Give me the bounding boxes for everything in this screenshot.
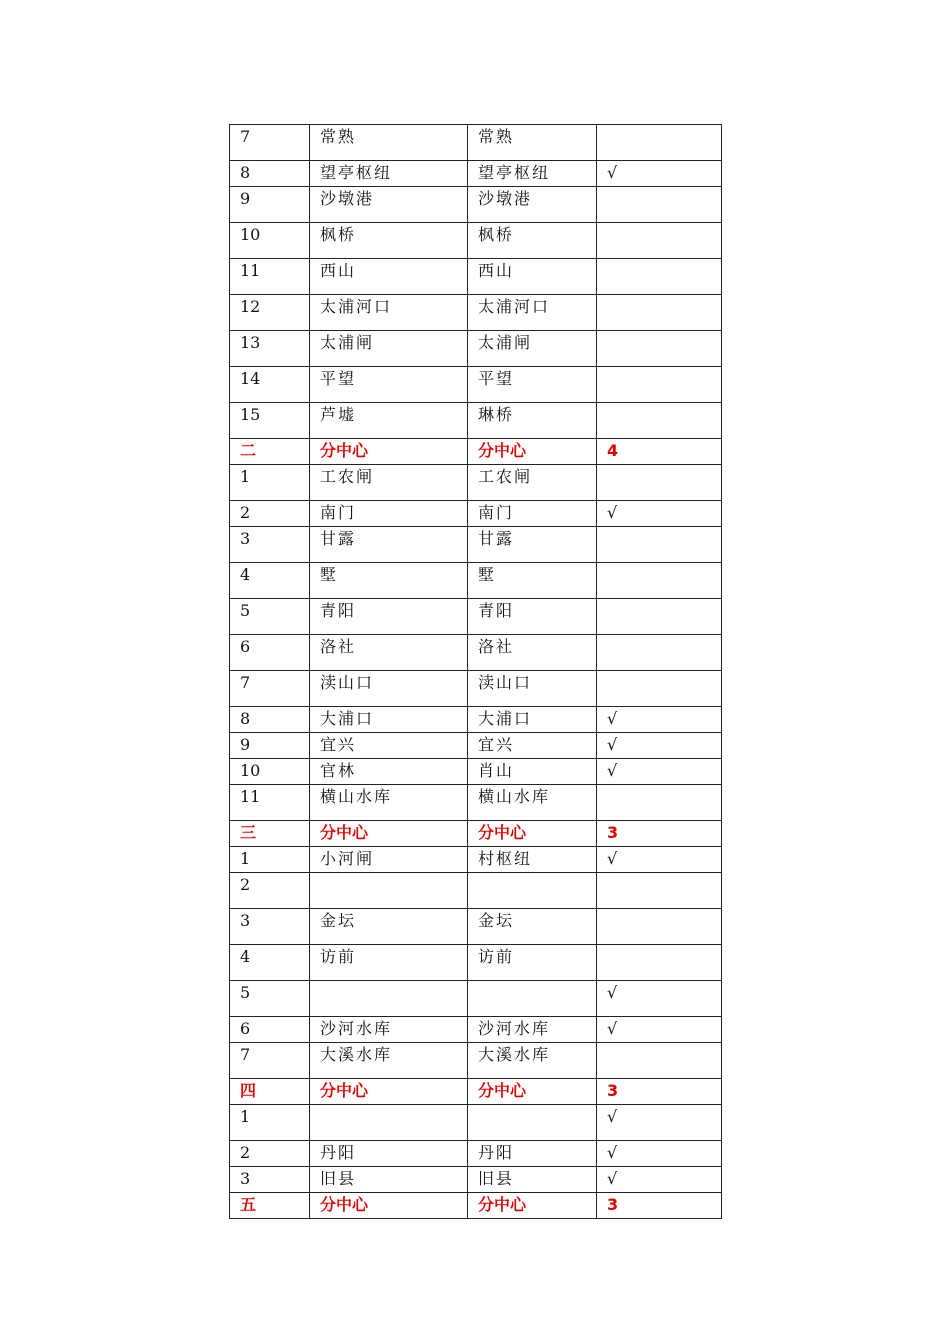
row-number-cell: 9	[230, 733, 310, 759]
station-alias-cell	[468, 1105, 597, 1141]
table-row	[230, 847, 722, 873]
table-row	[230, 125, 722, 161]
station-name-cell: 分中心	[310, 1193, 468, 1219]
table-row	[230, 527, 722, 563]
mark-cell: 4	[597, 439, 722, 465]
check-mark-cell: √	[597, 847, 722, 873]
station-alias-cell: 琳桥	[468, 403, 597, 439]
station-alias-cell: 旧县	[468, 1167, 597, 1193]
mark-cell	[597, 331, 722, 367]
check-mark-cell: √	[597, 501, 722, 527]
table-row	[230, 599, 722, 635]
station-name-cell: 横山水库	[310, 785, 468, 821]
mark-cell	[597, 785, 722, 821]
row-number-cell: 5	[230, 599, 310, 635]
station-alias-cell: 望亭枢纽	[468, 161, 597, 187]
check-mark-cell: √	[597, 1167, 722, 1193]
check-mark-cell: √	[597, 759, 722, 785]
station-alias-cell: 分中心	[468, 1193, 597, 1219]
mark-cell: 3	[597, 1079, 722, 1105]
station-name-cell: 工农闸	[310, 465, 468, 501]
row-number-cell: 四	[230, 1079, 310, 1105]
table-row	[230, 785, 722, 821]
row-number-cell: 1	[230, 465, 310, 501]
mark-cell	[597, 671, 722, 707]
row-number-cell: 12	[230, 295, 310, 331]
station-name-cell: 枫桥	[310, 223, 468, 259]
station-alias-cell: 墅	[468, 563, 597, 599]
station-alias-cell: 太浦河口	[468, 295, 597, 331]
station-alias-cell: 分中心	[468, 1079, 597, 1105]
section-header-row	[230, 1193, 722, 1219]
table-body	[230, 125, 722, 1219]
station-alias-cell: 青阳	[468, 599, 597, 635]
station-name-cell	[310, 873, 468, 909]
table-row	[230, 403, 722, 439]
station-alias-cell: 洛社	[468, 635, 597, 671]
station-alias-cell: 太浦闸	[468, 331, 597, 367]
mark-cell	[597, 403, 722, 439]
station-name-cell: 洛社	[310, 635, 468, 671]
station-name-cell: 分中心	[310, 821, 468, 847]
station-alias-cell: 村枢纽	[468, 847, 597, 873]
row-number-cell: 1	[230, 1105, 310, 1141]
station-name-cell: 官林	[310, 759, 468, 785]
table-row	[230, 1043, 722, 1079]
check-mark-cell: √	[597, 1105, 722, 1141]
row-number-cell: 五	[230, 1193, 310, 1219]
table-row	[230, 1017, 722, 1043]
mark-cell	[597, 563, 722, 599]
mark-cell	[597, 125, 722, 161]
station-alias-cell: 肖山	[468, 759, 597, 785]
station-name-cell: 宜兴	[310, 733, 468, 759]
row-number-cell: 8	[230, 161, 310, 187]
station-alias-cell: 访前	[468, 945, 597, 981]
table-row	[230, 981, 722, 1017]
table-row	[230, 635, 722, 671]
station-alias-cell: 丹阳	[468, 1141, 597, 1167]
table-row	[230, 161, 722, 187]
table-row	[230, 1167, 722, 1193]
station-name-cell: 沙河水库	[310, 1017, 468, 1043]
station-name-cell: 望亭枢纽	[310, 161, 468, 187]
station-alias-cell: 分中心	[468, 439, 597, 465]
mark-cell	[597, 295, 722, 331]
station-table	[229, 124, 722, 1219]
station-alias-cell: 渎山口	[468, 671, 597, 707]
table-row	[230, 367, 722, 403]
station-name-cell: 分中心	[310, 439, 468, 465]
station-name-cell: 芦墟	[310, 403, 468, 439]
table-row	[230, 223, 722, 259]
table-row	[230, 563, 722, 599]
table-row	[230, 331, 722, 367]
check-mark-cell: √	[597, 1017, 722, 1043]
row-number-cell: 三	[230, 821, 310, 847]
table-row	[230, 707, 722, 733]
check-mark-cell: √	[597, 707, 722, 733]
row-number-cell: 7	[230, 671, 310, 707]
mark-cell	[597, 873, 722, 909]
station-name-cell: 丹阳	[310, 1141, 468, 1167]
station-name-cell: 大溪水库	[310, 1043, 468, 1079]
row-number-cell: 2	[230, 1141, 310, 1167]
row-number-cell: 4	[230, 563, 310, 599]
station-alias-cell: 沙墩港	[468, 187, 597, 223]
station-alias-cell	[468, 981, 597, 1017]
station-name-cell: 西山	[310, 259, 468, 295]
mark-cell	[597, 259, 722, 295]
station-alias-cell: 枫桥	[468, 223, 597, 259]
station-name-cell: 访前	[310, 945, 468, 981]
table-row	[230, 1105, 722, 1141]
row-number-cell: 二	[230, 439, 310, 465]
row-number-cell: 14	[230, 367, 310, 403]
table-row	[230, 465, 722, 501]
row-number-cell: 3	[230, 527, 310, 563]
table-row	[230, 873, 722, 909]
row-number-cell: 7	[230, 125, 310, 161]
row-number-cell: 6	[230, 635, 310, 671]
row-number-cell: 1	[230, 847, 310, 873]
check-mark-cell: √	[597, 733, 722, 759]
station-name-cell	[310, 981, 468, 1017]
station-name-cell: 金坛	[310, 909, 468, 945]
station-name-cell: 常熟	[310, 125, 468, 161]
station-name-cell: 太浦河口	[310, 295, 468, 331]
mark-cell	[597, 465, 722, 501]
row-number-cell: 7	[230, 1043, 310, 1079]
station-alias-cell: 沙河水库	[468, 1017, 597, 1043]
mark-cell	[597, 909, 722, 945]
mark-cell	[597, 945, 722, 981]
station-alias-cell: 金坛	[468, 909, 597, 945]
station-name-cell: 南门	[310, 501, 468, 527]
station-name-cell: 平望	[310, 367, 468, 403]
row-number-cell: 2	[230, 873, 310, 909]
row-number-cell: 10	[230, 759, 310, 785]
station-alias-cell: 大溪水库	[468, 1043, 597, 1079]
row-number-cell: 11	[230, 259, 310, 295]
station-name-cell	[310, 1105, 468, 1141]
table-row	[230, 259, 722, 295]
station-name-cell: 沙墩港	[310, 187, 468, 223]
station-alias-cell: 甘露	[468, 527, 597, 563]
mark-cell	[597, 223, 722, 259]
station-name-cell: 大浦口	[310, 707, 468, 733]
station-name-cell: 分中心	[310, 1079, 468, 1105]
row-number-cell: 13	[230, 331, 310, 367]
row-number-cell: 4	[230, 945, 310, 981]
mark-cell	[597, 187, 722, 223]
check-mark-cell: √	[597, 1141, 722, 1167]
station-name-cell: 甘露	[310, 527, 468, 563]
mark-cell	[597, 635, 722, 671]
table-row	[230, 187, 722, 223]
row-number-cell: 8	[230, 707, 310, 733]
row-number-cell: 6	[230, 1017, 310, 1043]
table-row	[230, 909, 722, 945]
station-alias-cell: 南门	[468, 501, 597, 527]
row-number-cell: 3	[230, 909, 310, 945]
section-header-row	[230, 821, 722, 847]
station-name-cell: 小河闸	[310, 847, 468, 873]
mark-cell	[597, 1043, 722, 1079]
station-name-cell: 墅	[310, 563, 468, 599]
station-alias-cell: 西山	[468, 259, 597, 295]
station-name-cell: 旧县	[310, 1167, 468, 1193]
station-name-cell: 青阳	[310, 599, 468, 635]
station-alias-cell: 平望	[468, 367, 597, 403]
station-alias-cell	[468, 873, 597, 909]
table-row	[230, 295, 722, 331]
row-number-cell: 3	[230, 1167, 310, 1193]
section-header-row	[230, 1079, 722, 1105]
check-mark-cell: √	[597, 981, 722, 1017]
row-number-cell: 10	[230, 223, 310, 259]
station-alias-cell: 宜兴	[468, 733, 597, 759]
station-alias-cell: 分中心	[468, 821, 597, 847]
table-row	[230, 671, 722, 707]
station-name-cell: 渎山口	[310, 671, 468, 707]
row-number-cell: 5	[230, 981, 310, 1017]
mark-cell: 3	[597, 1193, 722, 1219]
table-row	[230, 945, 722, 981]
table-row	[230, 759, 722, 785]
row-number-cell: 11	[230, 785, 310, 821]
station-alias-cell: 工农闸	[468, 465, 597, 501]
station-alias-cell: 大浦口	[468, 707, 597, 733]
row-number-cell: 15	[230, 403, 310, 439]
section-header-row	[230, 439, 722, 465]
station-alias-cell: 常熟	[468, 125, 597, 161]
row-number-cell: 2	[230, 501, 310, 527]
row-number-cell: 9	[230, 187, 310, 223]
mark-cell	[597, 599, 722, 635]
mark-cell: 3	[597, 821, 722, 847]
check-mark-cell: √	[597, 161, 722, 187]
table-row	[230, 501, 722, 527]
table-row	[230, 733, 722, 759]
station-name-cell: 太浦闸	[310, 331, 468, 367]
mark-cell	[597, 367, 722, 403]
station-alias-cell: 横山水库	[468, 785, 597, 821]
table-row	[230, 1141, 722, 1167]
mark-cell	[597, 527, 722, 563]
